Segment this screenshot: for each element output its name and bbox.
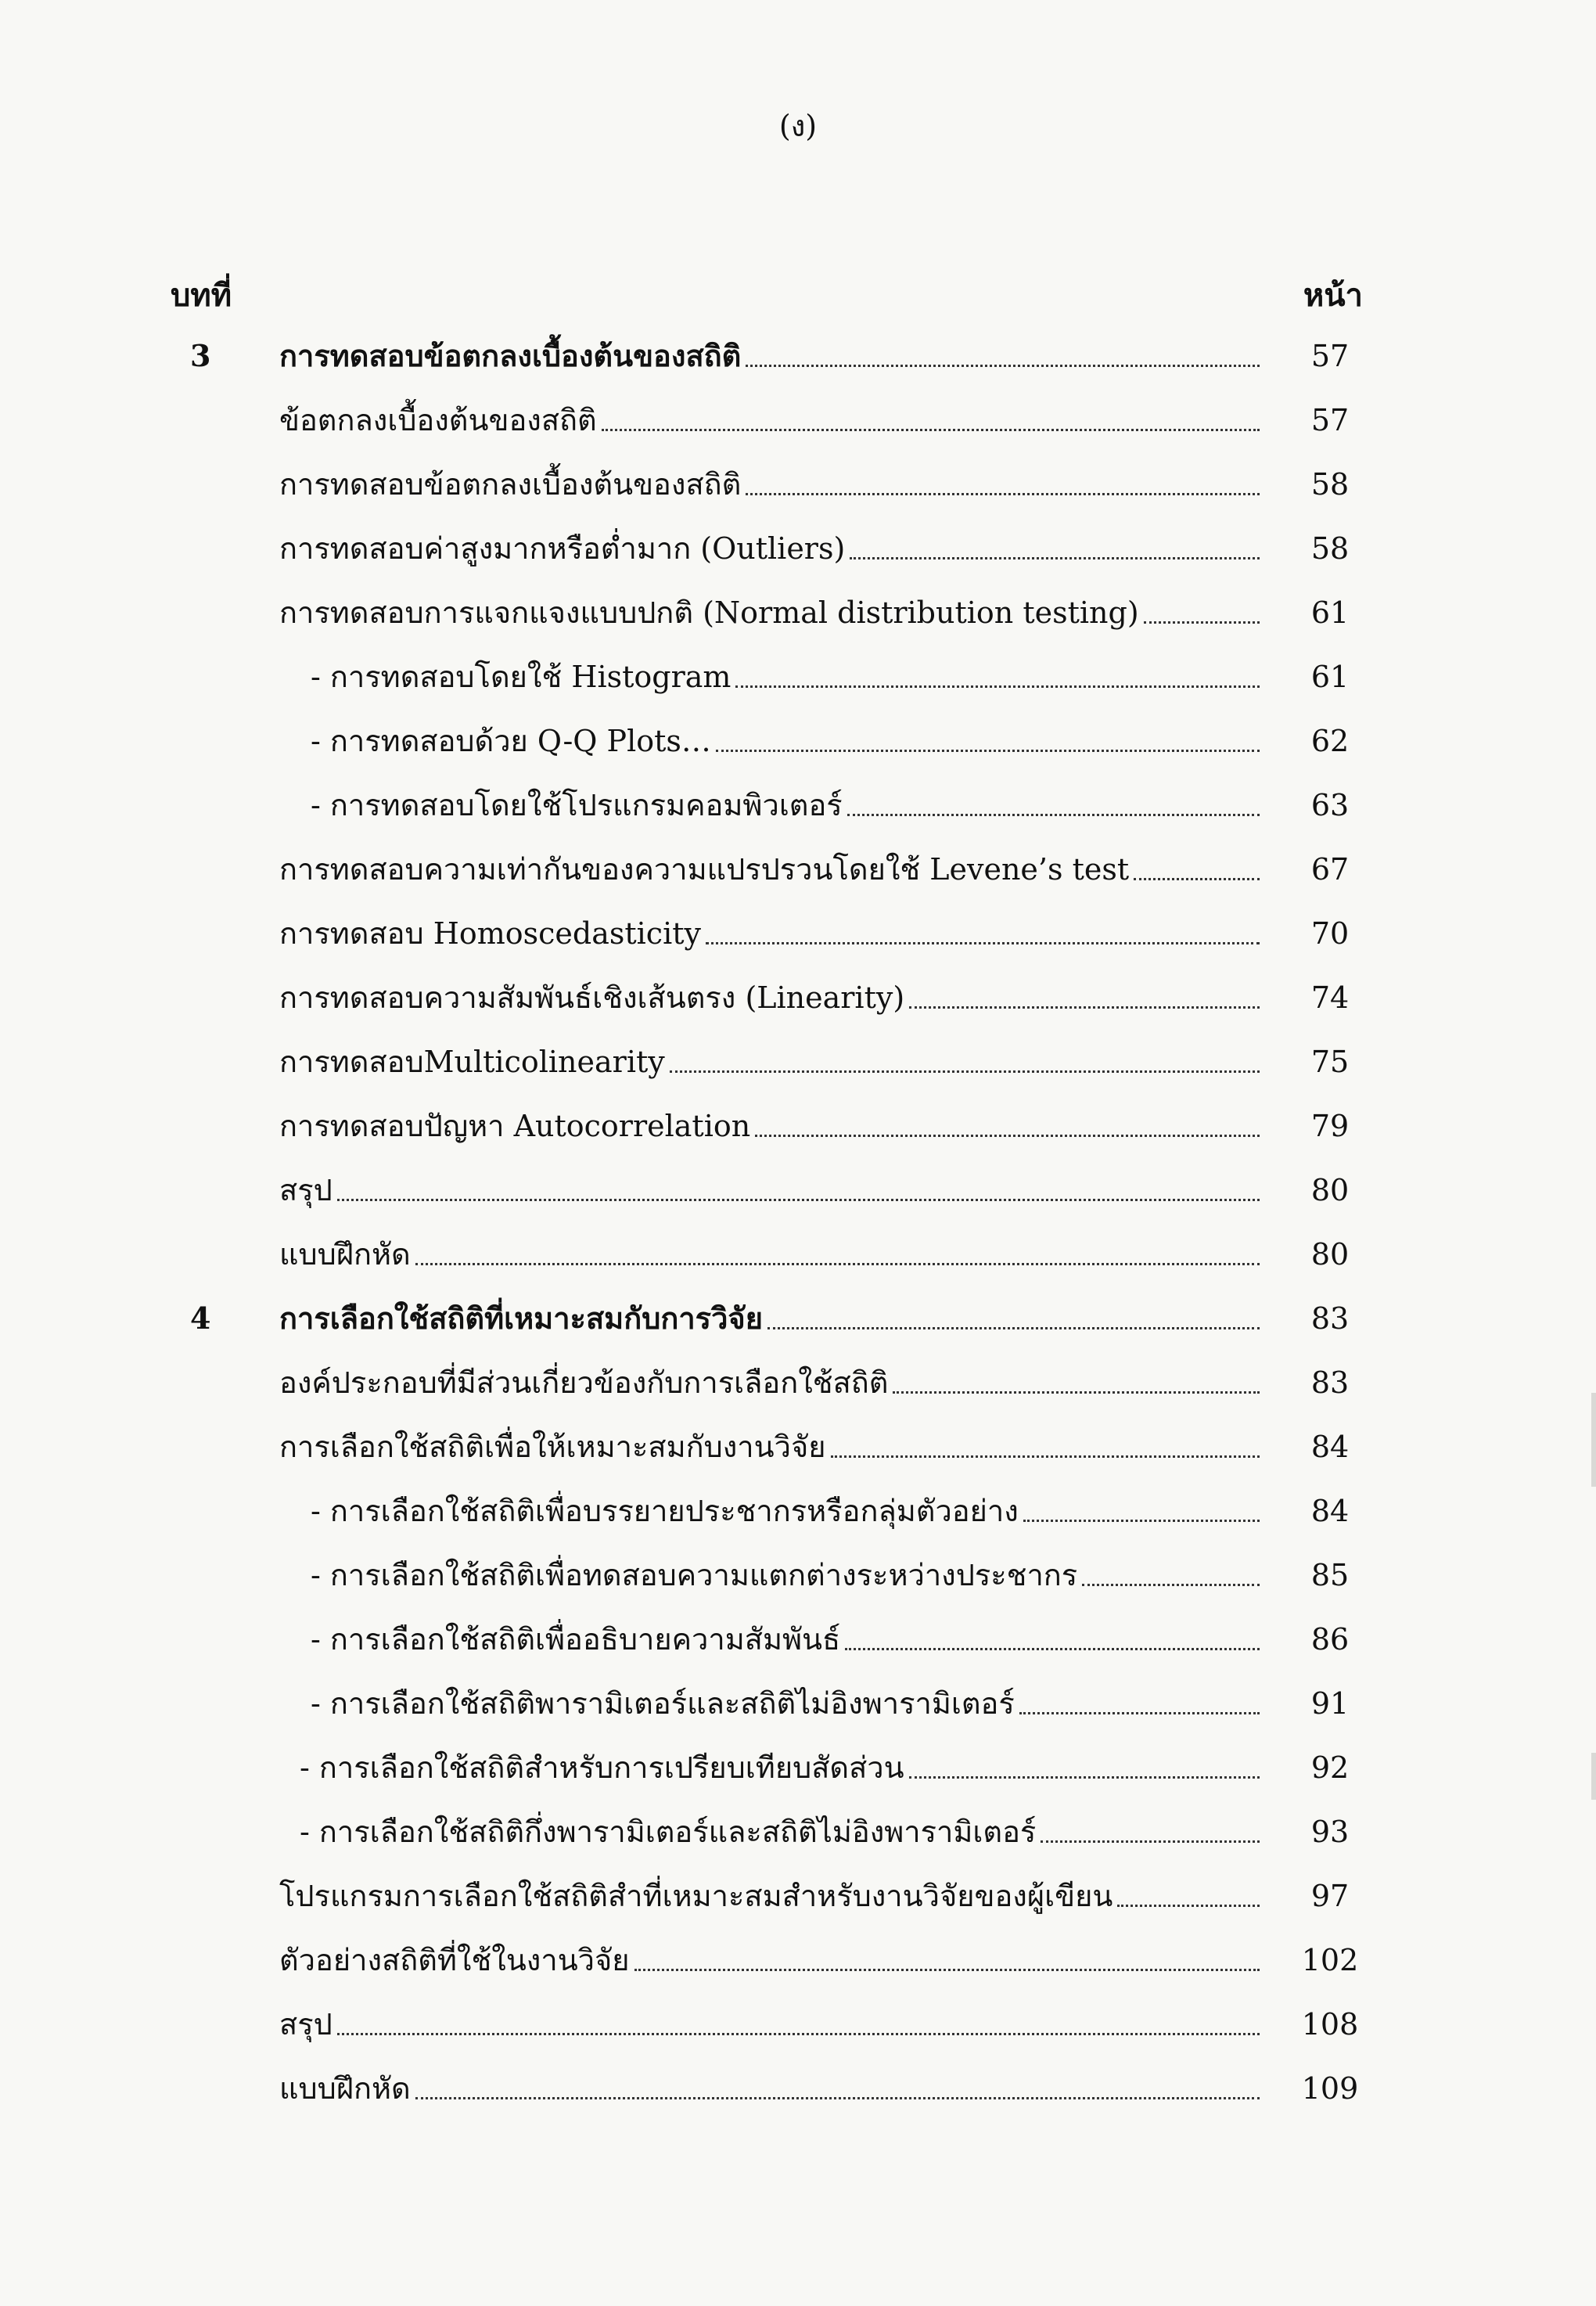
toc-row xyxy=(0,1744,1596,1808)
toc-entry-title: การทดสอบความสัมพันธ์เชิงเส้นตรง (Linearity) xyxy=(279,980,905,1015)
toc-page-number: 84 xyxy=(1310,1430,1350,1464)
toc-entry-title: - การเลือกใช้สถิติเพื่อทดสอบความแตกต่างระหว่างประชากร xyxy=(311,1558,1078,1592)
toc-entry-title: การทดสอบค่าสูงมากหรือต่ำมาก (Outliers) xyxy=(279,531,846,566)
toc-row xyxy=(0,2065,1596,2129)
toc-entry-title: การทดสอบMulticolinearity xyxy=(279,1045,665,1079)
toc-dot-leader xyxy=(337,2033,1260,2035)
toc-page-number: 97 xyxy=(1310,1879,1350,1913)
toc-page-number: 67 xyxy=(1310,852,1350,887)
toc-page-number: 61 xyxy=(1310,595,1350,630)
toc-entry-title: - การทดสอบด้วย Q-Q Plots… xyxy=(311,724,711,758)
toc-dot-leader xyxy=(1144,621,1260,624)
toc-row xyxy=(0,1423,1596,1488)
toc-row xyxy=(0,525,1596,589)
toc-entry-title: การทดสอบปัญหา Autocorrelation xyxy=(279,1109,751,1143)
toc-dot-leader xyxy=(1117,1905,1260,1907)
toc-row xyxy=(0,397,1596,461)
toc-entry xyxy=(279,589,1260,636)
toc-page-number: 57 xyxy=(1310,339,1350,373)
toc-dot-leader xyxy=(850,557,1260,559)
toc-dot-leader xyxy=(746,493,1260,495)
toc-row xyxy=(0,1295,1596,1359)
toc-page-number: 83 xyxy=(1310,1301,1350,1336)
toc-entry xyxy=(279,333,1260,380)
toc-entry xyxy=(279,1167,1260,1214)
toc-row xyxy=(0,846,1596,910)
toc-entry xyxy=(279,2001,1260,2048)
toc-entry xyxy=(279,974,1260,1021)
toc-entry-title: ตัวอย่างสถิติที่ใช้ในงานวิจัย xyxy=(279,1943,630,1977)
toc-dot-leader xyxy=(735,685,1260,688)
toc-page-number: 74 xyxy=(1310,980,1350,1015)
toc-page-number: 92 xyxy=(1310,1750,1350,1785)
toc-page-number: 91 xyxy=(1310,1686,1350,1721)
toc-row xyxy=(0,1103,1596,1167)
toc-entry xyxy=(279,461,1260,508)
toc-dot-leader xyxy=(706,942,1260,944)
toc-entry xyxy=(279,2065,1260,2112)
toc-entry-title: - การเลือกใช้สถิติเพื่อบรรยายประชากรหรือกลุ่มตัวอย่าง xyxy=(311,1494,1019,1528)
toc-entry-title: การทดสอบข้อตกลงเบื้องต้นของสถิติ xyxy=(279,467,742,502)
toc-entry-title: การทดสอบข้อตกลงเบื้องต้นของสถิติ xyxy=(279,338,742,373)
toc-entry xyxy=(279,397,1260,444)
page-label: (ง) xyxy=(778,109,818,143)
page-column-heading: หน้า xyxy=(1303,277,1363,314)
toc-entry-title: - การเลือกใช้สถิติเพื่ออธิบายความสัมพันธ์ xyxy=(311,1622,841,1657)
toc-entry xyxy=(279,1295,1260,1342)
toc-row xyxy=(0,1616,1596,1680)
toc-dot-leader xyxy=(670,1070,1260,1073)
toc-entry-title: แบบฝึกหัด xyxy=(279,1237,411,1272)
toc-row xyxy=(0,910,1596,974)
toc-entry-title: โปรแกรมการเลือกใช้สถิติสำที่เหมาะสมสำหรับงานวิจัยของผู้เขียน xyxy=(279,1879,1113,1913)
toc-entry xyxy=(311,782,1260,829)
toc-dot-leader xyxy=(602,429,1260,431)
toc-entry xyxy=(279,1937,1260,1984)
toc-page-number: 57 xyxy=(1310,403,1350,437)
toc-entry xyxy=(311,653,1260,700)
toc-page-number: 75 xyxy=(1310,1045,1350,1079)
toc-page-number: 83 xyxy=(1310,1365,1350,1400)
toc-entry-title: สรุป xyxy=(279,2007,332,2042)
toc-entry xyxy=(279,846,1260,893)
toc-chapter-number: 3 xyxy=(190,338,211,373)
toc-entry xyxy=(311,1488,1260,1534)
toc-page-number: 58 xyxy=(1310,531,1350,566)
toc-page-number: 61 xyxy=(1310,660,1350,694)
toc-dot-leader xyxy=(415,2097,1260,2099)
toc-page-number: 93 xyxy=(1310,1815,1350,1849)
toc-entry xyxy=(279,1359,1260,1406)
toc-entry xyxy=(279,525,1260,572)
toc-dot-leader xyxy=(634,1969,1260,1971)
toc-row xyxy=(0,1359,1596,1423)
toc-dot-leader xyxy=(1023,1520,1260,1522)
toc-row xyxy=(0,333,1596,397)
toc-entry-title: ข้อตกลงเบื้องต้นของสถิติ xyxy=(279,403,597,437)
toc-page-number: 84 xyxy=(1310,1494,1350,1528)
toc-dot-leader xyxy=(415,1263,1260,1265)
toc-row xyxy=(0,1680,1596,1744)
toc-page-number: 108 xyxy=(1301,2007,1359,2042)
toc-dot-leader xyxy=(831,1455,1260,1458)
toc-dot-leader xyxy=(909,1776,1260,1779)
toc-entry xyxy=(279,1038,1260,1085)
toc-chapter-number: 4 xyxy=(190,1300,211,1336)
chapter-column-heading: บทที่ xyxy=(171,277,232,314)
toc-entry-title: องค์ประกอบที่มีส่วนเกี่ยวข้องกับการเลือกใช้สถิติ xyxy=(279,1365,889,1400)
toc-page-number: 58 xyxy=(1310,467,1350,502)
toc-page-number: 62 xyxy=(1310,724,1350,758)
toc-row xyxy=(0,1231,1596,1295)
toc-dot-leader xyxy=(1019,1712,1260,1714)
table-of-contents xyxy=(0,333,1596,2129)
toc-dot-leader xyxy=(845,1648,1260,1650)
toc-dot-leader xyxy=(1041,1840,1260,1843)
toc-row xyxy=(0,2001,1596,2065)
toc-row xyxy=(0,1167,1596,1231)
toc-entry xyxy=(311,1552,1260,1599)
toc-page-number: 86 xyxy=(1310,1622,1350,1657)
toc-entry-title: - การเลือกใช้สถิติกึ่งพารามิเตอร์และสถิติไม่อิงพารามิเตอร์ xyxy=(300,1815,1037,1849)
toc-entry xyxy=(279,1103,1260,1149)
toc-entry xyxy=(279,1423,1260,1470)
toc-entry-title: - การทดสอบโดยใช้โปรแกรมคอมพิวเตอร์ xyxy=(311,788,843,822)
toc-entry-title: แบบฝึกหัด xyxy=(279,2071,411,2106)
toc-entry xyxy=(279,1873,1260,1919)
scan-edge-mark xyxy=(1591,1753,1596,1800)
toc-row xyxy=(0,1488,1596,1552)
toc-dot-leader xyxy=(1082,1584,1260,1586)
toc-entry-title: การเลือกใช้สถิติที่เหมาะสมกับการวิจัย xyxy=(279,1300,763,1336)
toc-entry xyxy=(279,1231,1260,1278)
toc-dot-leader xyxy=(755,1135,1260,1137)
toc-entry-title: การทดสอบ Homoscedasticity xyxy=(279,916,701,951)
toc-page-number: 63 xyxy=(1310,788,1350,822)
toc-entry-title: การเลือกใช้สถิติเพื่อให้เหมาะสมกับงานวิจัย xyxy=(279,1430,826,1464)
toc-dot-leader xyxy=(716,750,1260,752)
toc-dot-leader xyxy=(767,1327,1260,1329)
toc-page-number: 70 xyxy=(1310,916,1350,951)
scan-edge-mark xyxy=(1591,1393,1596,1487)
toc-page-number: 79 xyxy=(1310,1109,1350,1143)
toc-row xyxy=(0,974,1596,1038)
toc-row xyxy=(0,461,1596,525)
toc-page-number: 85 xyxy=(1310,1558,1350,1592)
toc-entry-title: การทดสอบความเท่ากันของความแปรปรวนโดยใช้ Levene’s test xyxy=(279,852,1130,887)
toc-entry xyxy=(300,1744,1260,1791)
toc-entry xyxy=(279,910,1260,957)
toc-page-number: 80 xyxy=(1310,1237,1350,1272)
toc-entry xyxy=(300,1808,1260,1855)
toc-page-number: 109 xyxy=(1301,2071,1359,2106)
toc-dot-leader xyxy=(1134,878,1260,880)
toc-entry-title: - การเลือกใช้สถิติพารามิเตอร์และสถิติไม่อิงพารามิเตอร์ xyxy=(311,1686,1015,1721)
toc-dot-leader xyxy=(909,1006,1260,1009)
toc-row xyxy=(0,1937,1596,2001)
toc-entry xyxy=(311,718,1260,764)
toc-page-number: 102 xyxy=(1301,1943,1359,1977)
toc-row xyxy=(0,1552,1596,1616)
toc-entry-title: การทดสอบการแจกแจงแบบปกติ (Normal distribution testing) xyxy=(279,595,1139,630)
toc-row xyxy=(0,653,1596,718)
toc-row xyxy=(0,782,1596,846)
toc-dot-leader xyxy=(847,814,1260,816)
toc-row xyxy=(0,589,1596,653)
toc-entry-title: - การทดสอบโดยใช้ Histogram xyxy=(311,660,732,694)
toc-dot-leader xyxy=(893,1391,1260,1394)
toc-dot-leader xyxy=(337,1199,1260,1201)
toc-entry xyxy=(311,1616,1260,1663)
toc-entry-title: - การเลือกใช้สถิติสำหรับการเปรียบเทียบสัดส่วน xyxy=(300,1750,904,1785)
toc-page-number: 80 xyxy=(1310,1173,1350,1207)
toc-row xyxy=(0,718,1596,782)
toc-row xyxy=(0,1038,1596,1103)
toc-row xyxy=(0,1808,1596,1873)
toc-entry xyxy=(311,1680,1260,1727)
toc-entry-title: สรุป xyxy=(279,1173,332,1207)
toc-row xyxy=(0,1873,1596,1937)
toc-dot-leader xyxy=(746,365,1260,367)
